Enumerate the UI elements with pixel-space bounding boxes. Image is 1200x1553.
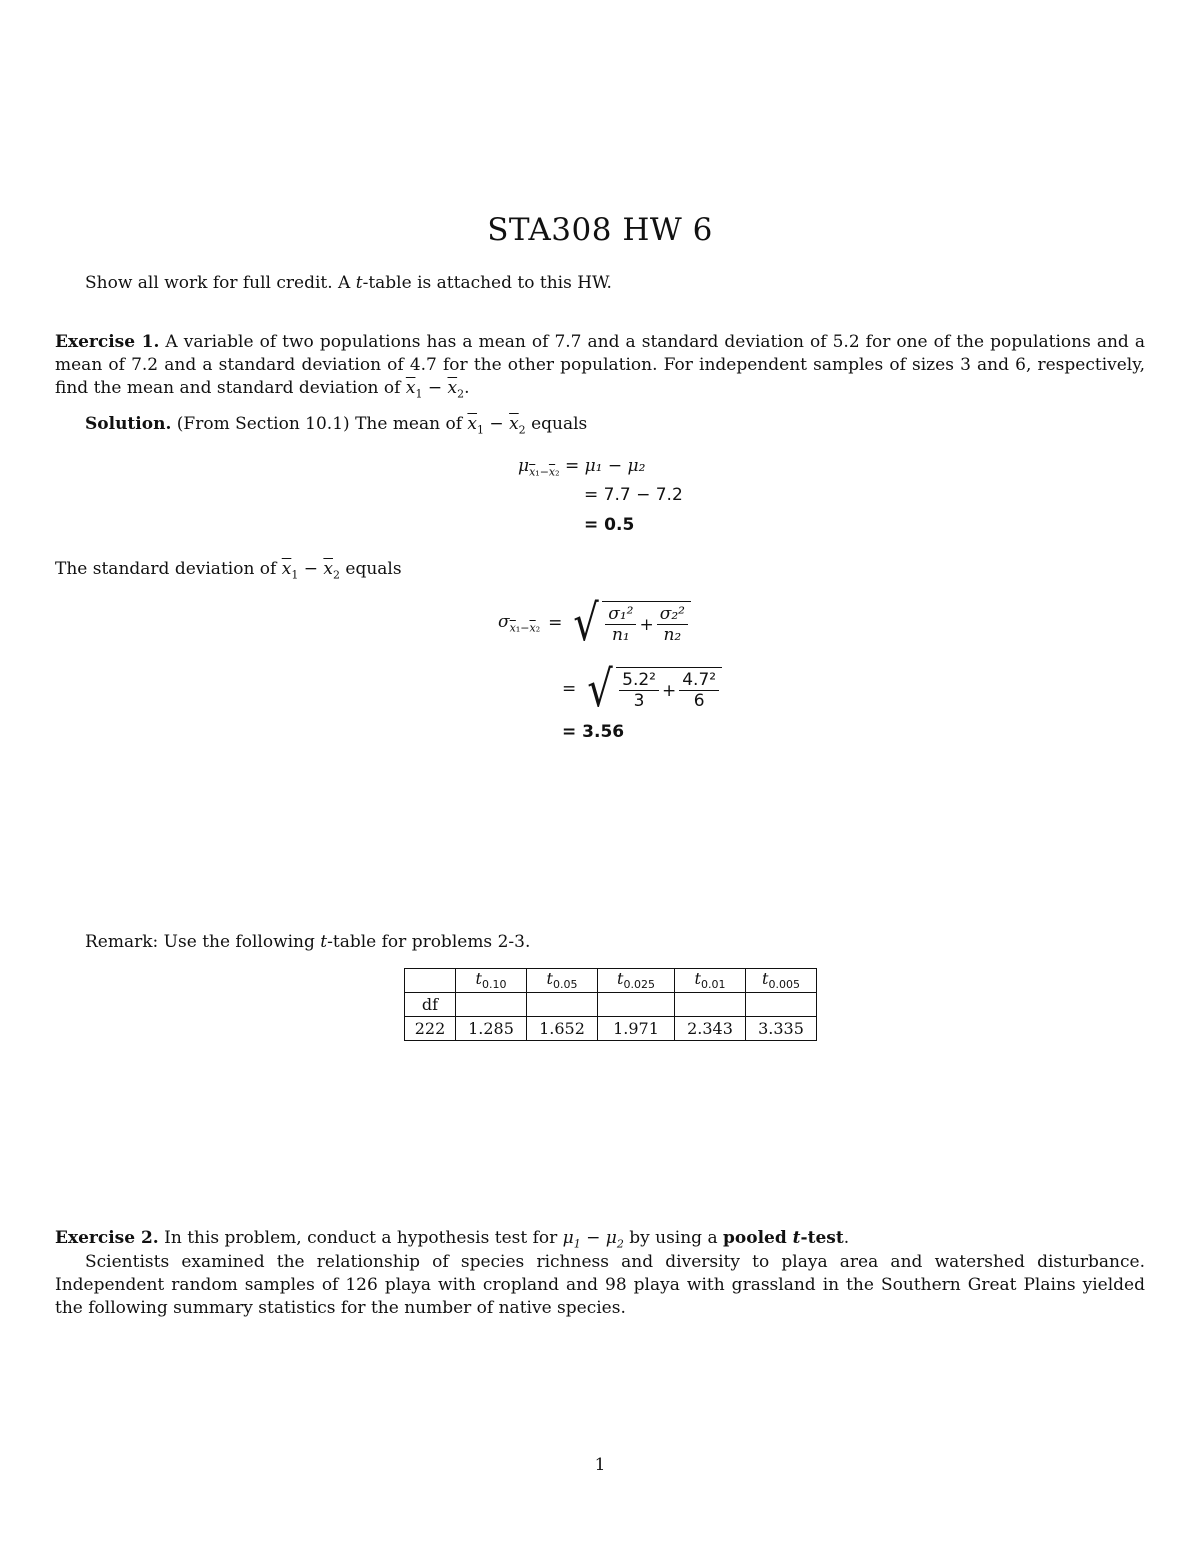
t-table-header-cell: $t_{0.10}$ <box>456 969 527 993</box>
intro-line <box>85 272 612 295</box>
intro-t: t <box>355 273 363 293</box>
sd-den-value-2: 6 <box>693 691 705 711</box>
pooled-label: pooled <box>723 1228 793 1248</box>
sd-intro-pre: The standard deviation of <box>55 559 282 579</box>
xbar-diff-expression-2: $\overline{x}_1 - \overline{x}_2$ <box>467 414 526 437</box>
exercise-1 <box>55 331 1145 405</box>
solution-equals: equals <box>525 414 588 434</box>
t-table-row-222 <box>405 1017 817 1041</box>
page-number: 1 <box>594 1455 606 1475</box>
sd-num-1: σ₁² <box>608 604 634 624</box>
sd-num-value-1: 5.2² <box>619 670 659 691</box>
exercise-2-paragraph: Scientists examined the relationship of species richness and diversity to playa area and watershed disturbance. Independent random samples of 126 playa with cropland and 98 playa with grassland in the Southern Great Plains yielded the following summary statistics for the number of native species. <box>55 1252 1145 1318</box>
sqrt-numeric: √ $\frac{\text{5.2²}}{3}$ + $\frac{\text{4.7²}}{6}$ <box>584 664 722 714</box>
sd-intro-line <box>55 558 402 586</box>
solution-line <box>85 413 587 441</box>
t-table-cell <box>675 993 746 1017</box>
radical-icon: √ <box>573 594 600 652</box>
equals-sign: = <box>564 456 585 476</box>
t-table-header-cell: $t_{0.01}$ <box>675 969 746 993</box>
exercise-2-period: . <box>843 1228 850 1248</box>
sd-equation-line-2: = √ $\frac{\text{5.2²}}{3}$ + $\frac{\text{4.7²}}{6}$ <box>562 664 722 714</box>
xbar-diff-expression: $\overline{x}_1 - \overline{x}_2$ <box>405 378 465 401</box>
pooled-t: t <box>792 1228 801 1248</box>
pooled-end: -test <box>800 1228 844 1248</box>
sd-equation-line-1 <box>498 594 691 652</box>
exercise-1-label: Exercise 1. <box>55 332 160 352</box>
mean-equation-line-2: = 7.7 − 7.2 <box>584 485 683 505</box>
intro-text-post: -table is attached to this HW. <box>362 273 612 293</box>
sd-equation-line-3: = 3.56 <box>562 722 625 742</box>
sqrt-symbolic: √ $\frac{\text{σ₁²}}{\text{n₁}}$ + $\frac{\text{σ₂²}}{\text{n₂}}$ <box>570 598 691 648</box>
sd-lhs: $\sigma_{\overline{x}_1-\overline{x}_2}$ <box>498 611 541 635</box>
t-table <box>404 968 817 1041</box>
sd-den-value-1: 3 <box>633 691 645 711</box>
t-table-row-df <box>405 993 817 1017</box>
t-table-cell: 1.285 <box>456 1017 527 1041</box>
sd-num-value-2: 4.7² <box>679 670 719 691</box>
mean-lhs: $\mu_{\overline{x}_1-\overline{x}_2}$ <box>518 456 560 479</box>
remark-pre: Remark: Use the following <box>85 932 321 952</box>
sd-num-2: σ₂² <box>659 604 685 624</box>
mean-equation-line-1 <box>518 456 645 478</box>
page-title: STA308 HW 6 <box>487 212 713 248</box>
solution-text: (From Section 10.1) The mean of <box>171 414 468 434</box>
mu-diff-expression: $\mu_1 - \mu_2$ <box>562 1228 624 1251</box>
exercise-2-text-a: In this problem, conduct a hypothesis test for <box>158 1228 563 1248</box>
remark-t: t <box>320 932 328 952</box>
xbar-diff-expression-3: $\overline{x}_1 - \overline{x}_2$ <box>281 559 340 582</box>
remark-post: -table for problems 2-3. <box>327 932 531 952</box>
t-table-cell: 2.343 <box>675 1017 746 1041</box>
sd-den-2: n₂ <box>663 625 682 645</box>
equals-sign-2: = <box>548 613 563 633</box>
exercise-1-text: A variable of two populations has a mean of 7.7 and a standard deviation of 5.2 for one of the populations and a mean of 7.2 and a standard deviation of 4.7 for the other population. For independent samples of sizes 3 and 6, respectively, find the mean and standard deviation of <box>55 332 1145 398</box>
t-table-cell <box>456 993 527 1017</box>
sd-den-1: n₁ <box>611 625 630 645</box>
intro-text-pre: Show all work for full credit. A <box>85 273 356 293</box>
t-table-header-cell <box>405 969 456 993</box>
radical-icon-2: √ <box>587 660 613 718</box>
remark-line <box>85 931 530 954</box>
sd-intro-post: equals <box>339 559 402 579</box>
solution-label: Solution. <box>85 414 172 434</box>
t-table-header-row <box>405 969 817 993</box>
t-table-header-cell: $t_{0.05}$ <box>527 969 598 993</box>
exercise-2-text-b: by using a <box>623 1228 724 1248</box>
exercise-1-period: . <box>464 378 470 398</box>
t-table-cell <box>746 993 817 1017</box>
mean-rhs-2: 7.7 − 7.2 <box>603 485 683 505</box>
mean-rhs-1: μ₁ − μ₂ <box>584 456 646 476</box>
t-table-cell: 222 <box>405 1017 456 1041</box>
t-table-cell: 1.652 <box>527 1017 598 1041</box>
sd-result: 3.56 <box>582 722 625 742</box>
t-table-header-cell: $t_{0.025}$ <box>598 969 675 993</box>
exercise-2-label: Exercise 2. <box>55 1228 159 1248</box>
t-table-cell: 3.335 <box>746 1017 817 1041</box>
t-table-cell <box>598 993 675 1017</box>
t-table-cell: 1.971 <box>598 1017 675 1041</box>
mean-equation-line-3: = 0.5 <box>584 515 635 535</box>
t-table-cell <box>527 993 598 1017</box>
mean-result: 0.5 <box>604 515 635 535</box>
t-table-header-cell: $t_{0.005}$ <box>746 969 817 993</box>
t-table-cell: df <box>405 993 456 1017</box>
